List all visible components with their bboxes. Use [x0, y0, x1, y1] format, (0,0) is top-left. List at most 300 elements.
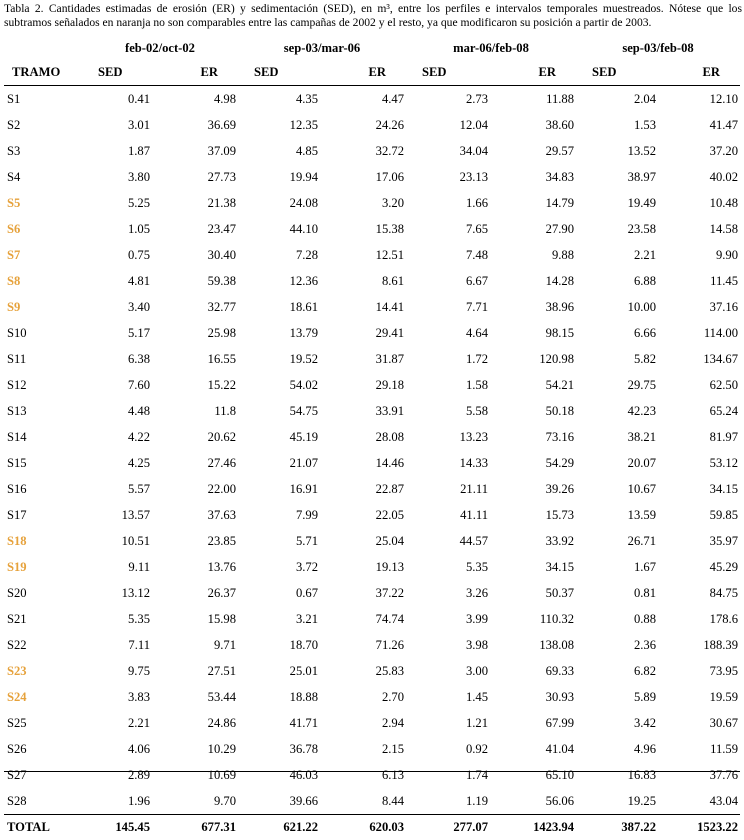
- sed-cell: 10.67: [576, 476, 658, 502]
- er-cell: 17.06: [320, 164, 406, 190]
- tramo-cell: S20: [4, 580, 82, 606]
- er-cell: 30.40: [152, 242, 238, 268]
- table-body: [4, 86, 740, 840]
- table-row: [4, 320, 740, 346]
- er-cell: 25.98: [152, 320, 238, 346]
- tramo-cell: S13: [4, 398, 82, 424]
- er-cell: 15.73: [490, 502, 576, 528]
- total-er-cell: 1523.22: [658, 815, 740, 840]
- er-cell: 23.85: [152, 528, 238, 554]
- sed-cell: 14.33: [406, 450, 490, 476]
- sed-cell: 13.57: [82, 502, 152, 528]
- er-cell: 62.50: [658, 372, 740, 398]
- tramo-cell: S22: [4, 632, 82, 658]
- table-row: [4, 788, 740, 815]
- sed-cell: 3.72: [238, 554, 320, 580]
- er-cell: 2.15: [320, 736, 406, 762]
- sed-cell: 5.35: [82, 606, 152, 632]
- sed-cell: 7.28: [238, 242, 320, 268]
- sed-cell: 4.64: [406, 320, 490, 346]
- sed-cell: 41.11: [406, 502, 490, 528]
- er-cell: 38.60: [490, 112, 576, 138]
- er-cell: 6.13: [320, 762, 406, 788]
- tramo-cell: S26: [4, 736, 82, 762]
- sed-cell: 54.75: [238, 398, 320, 424]
- er-cell: 98.15: [490, 320, 576, 346]
- er-cell: 23.47: [152, 216, 238, 242]
- sed-cell: 1.21: [406, 710, 490, 736]
- sed-cell: 13.23: [406, 424, 490, 450]
- er-cell: 12.10: [658, 86, 740, 113]
- er-cell: 11.8: [152, 398, 238, 424]
- table-row: [4, 606, 740, 632]
- sed-cell: 5.35: [406, 554, 490, 580]
- sed-cell: 3.21: [238, 606, 320, 632]
- sed-cell: 3.83: [82, 684, 152, 710]
- total-sed-cell: 387.22: [576, 815, 658, 840]
- sed-cell: 3.99: [406, 606, 490, 632]
- er-cell: 33.92: [490, 528, 576, 554]
- sed-cell: 6.88: [576, 268, 658, 294]
- sed-cell: 54.02: [238, 372, 320, 398]
- sed-cell: 2.89: [82, 762, 152, 788]
- table-row: [4, 398, 740, 424]
- er-cell: 39.26: [490, 476, 576, 502]
- sed-cell: 23.13: [406, 164, 490, 190]
- er-cell: 45.29: [658, 554, 740, 580]
- sed-cell: 13.52: [576, 138, 658, 164]
- sed-cell: 1.96: [82, 788, 152, 815]
- sed-cell: 25.01: [238, 658, 320, 684]
- sed-cell: 16.83: [576, 762, 658, 788]
- er-cell: 22.05: [320, 502, 406, 528]
- sed-cell: 2.21: [576, 242, 658, 268]
- bottom-rule: [4, 771, 740, 772]
- sed-cell: 4.81: [82, 268, 152, 294]
- tramo-cell: S12: [4, 372, 82, 398]
- er-cell: 37.20: [658, 138, 740, 164]
- sed-cell: 42.23: [576, 398, 658, 424]
- sed-cell: 1.53: [576, 112, 658, 138]
- total-sed-cell: 277.07: [406, 815, 490, 840]
- sed-cell: 1.19: [406, 788, 490, 815]
- tramo-cell: S3: [4, 138, 82, 164]
- sed-cell: 10.51: [82, 528, 152, 554]
- tramo-cell: S9: [4, 294, 82, 320]
- sed-cell: 9.75: [82, 658, 152, 684]
- er-cell: 74.74: [320, 606, 406, 632]
- sed-cell: 3.00: [406, 658, 490, 684]
- sed-cell: 38.21: [576, 424, 658, 450]
- period-header: sep-03/feb-08: [576, 36, 740, 60]
- period-header: mar-06/feb-08: [406, 36, 576, 60]
- er-cell: 33.91: [320, 398, 406, 424]
- er-cell: 71.26: [320, 632, 406, 658]
- sed-cell: 0.75: [82, 242, 152, 268]
- er-cell: 19.59: [658, 684, 740, 710]
- tramo-cell: S4: [4, 164, 82, 190]
- er-cell: 22.87: [320, 476, 406, 502]
- er-cell: 15.98: [152, 606, 238, 632]
- er-cell: 54.29: [490, 450, 576, 476]
- er-cell: 37.16: [658, 294, 740, 320]
- table-row: [4, 450, 740, 476]
- sed-cell: 7.60: [82, 372, 152, 398]
- sed-cell: 6.67: [406, 268, 490, 294]
- sed-cell: 41.71: [238, 710, 320, 736]
- sed-cell: 3.26: [406, 580, 490, 606]
- er-cell: 2.94: [320, 710, 406, 736]
- table-row: [4, 502, 740, 528]
- sed-cell: 1.58: [406, 372, 490, 398]
- table-row: [4, 528, 740, 554]
- er-cell: 32.72: [320, 138, 406, 164]
- er-cell: 27.73: [152, 164, 238, 190]
- sed-cell: 7.48: [406, 242, 490, 268]
- tramo-cell: S10: [4, 320, 82, 346]
- sed-cell: 10.00: [576, 294, 658, 320]
- er-cell: 73.16: [490, 424, 576, 450]
- sed-cell: 39.66: [238, 788, 320, 815]
- er-cell: 4.47: [320, 86, 406, 113]
- er-cell: 188.39: [658, 632, 740, 658]
- sed-cell: 4.22: [82, 424, 152, 450]
- tramo-cell: S14: [4, 424, 82, 450]
- sed-cell: 4.06: [82, 736, 152, 762]
- er-cell: 30.93: [490, 684, 576, 710]
- sed-cell: 5.71: [238, 528, 320, 554]
- table-row: [4, 424, 740, 450]
- er-cell: 32.77: [152, 294, 238, 320]
- sed-cell: 18.61: [238, 294, 320, 320]
- sed-cell: 13.59: [576, 502, 658, 528]
- sed-cell: 2.04: [576, 86, 658, 113]
- er-cell: 14.46: [320, 450, 406, 476]
- er-cell: 36.69: [152, 112, 238, 138]
- er-cell: 34.83: [490, 164, 576, 190]
- total-sed-cell: 621.22: [238, 815, 320, 840]
- sed-cell: 12.35: [238, 112, 320, 138]
- column-header-tramo: TRAMO: [4, 60, 82, 86]
- sed-cell: 3.98: [406, 632, 490, 658]
- sed-cell: 19.52: [238, 346, 320, 372]
- sed-cell: 0.92: [406, 736, 490, 762]
- er-cell: 28.08: [320, 424, 406, 450]
- er-cell: 9.70: [152, 788, 238, 815]
- er-cell: 178.6: [658, 606, 740, 632]
- er-cell: 110.32: [490, 606, 576, 632]
- sed-cell: 44.10: [238, 216, 320, 242]
- sed-cell: 13.79: [238, 320, 320, 346]
- er-cell: 37.09: [152, 138, 238, 164]
- er-cell: 41.47: [658, 112, 740, 138]
- er-cell: 114.00: [658, 320, 740, 346]
- table-row: [4, 242, 740, 268]
- er-cell: 11.45: [658, 268, 740, 294]
- er-cell: 14.28: [490, 268, 576, 294]
- sed-cell: 1.05: [82, 216, 152, 242]
- sed-cell: 1.87: [82, 138, 152, 164]
- er-cell: 19.13: [320, 554, 406, 580]
- er-cell: 31.87: [320, 346, 406, 372]
- sed-cell: 3.42: [576, 710, 658, 736]
- sed-cell: 5.82: [576, 346, 658, 372]
- tramo-cell: S18: [4, 528, 82, 554]
- er-cell: 27.51: [152, 658, 238, 684]
- sed-cell: 6.82: [576, 658, 658, 684]
- sed-cell: 5.89: [576, 684, 658, 710]
- total-sed-cell: 145.45: [82, 815, 152, 840]
- er-cell: 27.90: [490, 216, 576, 242]
- tramo-cell: S1: [4, 86, 82, 113]
- sed-cell: 19.49: [576, 190, 658, 216]
- er-cell: 20.62: [152, 424, 238, 450]
- sed-cell: 9.11: [82, 554, 152, 580]
- table-row: [4, 632, 740, 658]
- er-cell: 69.33: [490, 658, 576, 684]
- sed-cell: 44.57: [406, 528, 490, 554]
- period-header: sep-03/mar-06: [238, 36, 406, 60]
- period-header-blank: [4, 36, 82, 60]
- er-cell: 29.41: [320, 320, 406, 346]
- er-cell: 53.12: [658, 450, 740, 476]
- table-row: [4, 346, 740, 372]
- sed-cell: 29.75: [576, 372, 658, 398]
- table-row: [4, 684, 740, 710]
- er-cell: 50.37: [490, 580, 576, 606]
- er-cell: 10.69: [152, 762, 238, 788]
- er-cell: 16.55: [152, 346, 238, 372]
- table-row: [4, 554, 740, 580]
- er-cell: 65.10: [490, 762, 576, 788]
- sed-cell: 3.40: [82, 294, 152, 320]
- er-cell: 12.51: [320, 242, 406, 268]
- er-cell: 3.20: [320, 190, 406, 216]
- er-cell: 29.18: [320, 372, 406, 398]
- er-cell: 84.75: [658, 580, 740, 606]
- sed-cell: 36.78: [238, 736, 320, 762]
- sed-cell: 13.12: [82, 580, 152, 606]
- er-cell: 120.98: [490, 346, 576, 372]
- tramo-cell: S6: [4, 216, 82, 242]
- tramo-cell: S7: [4, 242, 82, 268]
- sed-cell: 5.17: [82, 320, 152, 346]
- table-row: [4, 112, 740, 138]
- sed-cell: 20.07: [576, 450, 658, 476]
- sed-cell: 3.01: [82, 112, 152, 138]
- er-cell: 26.37: [152, 580, 238, 606]
- table-row: [4, 216, 740, 242]
- er-cell: 29.57: [490, 138, 576, 164]
- er-cell: 10.48: [658, 190, 740, 216]
- sed-cell: 26.71: [576, 528, 658, 554]
- er-cell: 27.46: [152, 450, 238, 476]
- sed-cell: 0.81: [576, 580, 658, 606]
- column-header-er: ER: [152, 60, 238, 86]
- sed-cell: 5.58: [406, 398, 490, 424]
- er-cell: 38.96: [490, 294, 576, 320]
- er-cell: 81.97: [658, 424, 740, 450]
- column-header-er: ER: [490, 60, 576, 86]
- period-header-row: [4, 36, 740, 60]
- tramo-cell: S24: [4, 684, 82, 710]
- table-row: [4, 86, 740, 113]
- table-row: [4, 268, 740, 294]
- sed-cell: 7.99: [238, 502, 320, 528]
- er-cell: 59.85: [658, 502, 740, 528]
- column-header-sed: SED: [406, 60, 490, 86]
- sed-cell: 4.25: [82, 450, 152, 476]
- sed-cell: 7.11: [82, 632, 152, 658]
- sed-cell: 0.41: [82, 86, 152, 113]
- er-cell: 14.79: [490, 190, 576, 216]
- sed-cell: 1.45: [406, 684, 490, 710]
- column-header-er: ER: [320, 60, 406, 86]
- table-row: [4, 580, 740, 606]
- er-cell: 50.18: [490, 398, 576, 424]
- sed-cell: 1.74: [406, 762, 490, 788]
- tramo-cell: S19: [4, 554, 82, 580]
- sed-cell: 21.07: [238, 450, 320, 476]
- er-cell: 8.61: [320, 268, 406, 294]
- er-cell: 41.04: [490, 736, 576, 762]
- tramo-cell: S16: [4, 476, 82, 502]
- sed-cell: 21.11: [406, 476, 490, 502]
- sed-cell: 4.48: [82, 398, 152, 424]
- table-row: [4, 190, 740, 216]
- er-cell: 9.71: [152, 632, 238, 658]
- total-er-cell: 620.03: [320, 815, 406, 840]
- sed-cell: 1.66: [406, 190, 490, 216]
- sed-cell: 19.25: [576, 788, 658, 815]
- column-header-row: [4, 60, 740, 86]
- tramo-cell: S21: [4, 606, 82, 632]
- sed-cell: 12.04: [406, 112, 490, 138]
- sed-cell: 2.36: [576, 632, 658, 658]
- er-cell: 40.02: [658, 164, 740, 190]
- table-caption: Tabla 2. Cantidades estimadas de erosión (ER) y sedimentación (SED), en m³, entre los perfiles e intervalos temporales muestreados. Nótese que los subtramos señalados en naranja no son comparables entre las campañas de 2002 y el resto, ya que modificaron su posición a partir de 2003.: [4, 2, 742, 30]
- sed-cell: 24.08: [238, 190, 320, 216]
- total-er-cell: 1423.94: [490, 815, 576, 840]
- er-cell: 15.22: [152, 372, 238, 398]
- data-table: [4, 36, 740, 840]
- er-cell: 73.95: [658, 658, 740, 684]
- er-cell: 11.88: [490, 86, 576, 113]
- er-cell: 9.88: [490, 242, 576, 268]
- table-row: [4, 658, 740, 684]
- sed-cell: 16.91: [238, 476, 320, 502]
- er-cell: 59.38: [152, 268, 238, 294]
- er-cell: 37.63: [152, 502, 238, 528]
- tramo-cell: S11: [4, 346, 82, 372]
- table-row: [4, 710, 740, 736]
- sed-cell: 18.88: [238, 684, 320, 710]
- er-cell: 134.67: [658, 346, 740, 372]
- tramo-cell: S15: [4, 450, 82, 476]
- sed-cell: 38.97: [576, 164, 658, 190]
- sed-cell: 45.19: [238, 424, 320, 450]
- sed-cell: 1.72: [406, 346, 490, 372]
- er-cell: 67.99: [490, 710, 576, 736]
- er-cell: 25.04: [320, 528, 406, 554]
- er-cell: 14.41: [320, 294, 406, 320]
- er-cell: 9.90: [658, 242, 740, 268]
- tramo-cell: S25: [4, 710, 82, 736]
- er-cell: 14.58: [658, 216, 740, 242]
- sed-cell: 34.04: [406, 138, 490, 164]
- er-cell: 10.29: [152, 736, 238, 762]
- total-label: TOTAL: [4, 815, 82, 840]
- period-header: feb-02/oct-02: [82, 36, 238, 60]
- er-cell: 8.44: [320, 788, 406, 815]
- er-cell: 24.86: [152, 710, 238, 736]
- sed-cell: 12.36: [238, 268, 320, 294]
- table-row: [4, 164, 740, 190]
- sed-cell: 6.38: [82, 346, 152, 372]
- sed-cell: 0.88: [576, 606, 658, 632]
- tramo-cell: S8: [4, 268, 82, 294]
- er-cell: 22.00: [152, 476, 238, 502]
- er-cell: 4.98: [152, 86, 238, 113]
- er-cell: 54.21: [490, 372, 576, 398]
- total-row: [4, 815, 740, 840]
- sed-cell: 4.96: [576, 736, 658, 762]
- tramo-cell: S28: [4, 788, 82, 815]
- tramo-cell: S27: [4, 762, 82, 788]
- er-cell: 43.04: [658, 788, 740, 815]
- er-cell: 34.15: [658, 476, 740, 502]
- column-header-sed: SED: [238, 60, 320, 86]
- sed-cell: 19.94: [238, 164, 320, 190]
- er-cell: 15.38: [320, 216, 406, 242]
- sed-cell: 5.25: [82, 190, 152, 216]
- table-row: [4, 294, 740, 320]
- table-row: [4, 372, 740, 398]
- er-cell: 11.59: [658, 736, 740, 762]
- sed-cell: 23.58: [576, 216, 658, 242]
- er-cell: 53.44: [152, 684, 238, 710]
- table-row: [4, 736, 740, 762]
- sed-cell: 0.67: [238, 580, 320, 606]
- er-cell: 30.67: [658, 710, 740, 736]
- er-cell: 24.26: [320, 112, 406, 138]
- sed-cell: 4.35: [238, 86, 320, 113]
- er-cell: 21.38: [152, 190, 238, 216]
- sed-cell: 3.80: [82, 164, 152, 190]
- sed-cell: 5.57: [82, 476, 152, 502]
- sed-cell: 2.73: [406, 86, 490, 113]
- er-cell: 13.76: [152, 554, 238, 580]
- sed-cell: 1.67: [576, 554, 658, 580]
- er-cell: 138.08: [490, 632, 576, 658]
- sed-cell: 2.21: [82, 710, 152, 736]
- total-er-cell: 677.31: [152, 815, 238, 840]
- tramo-cell: S23: [4, 658, 82, 684]
- er-cell: 65.24: [658, 398, 740, 424]
- er-cell: 37.22: [320, 580, 406, 606]
- column-header-sed: SED: [82, 60, 152, 86]
- er-cell: 35.97: [658, 528, 740, 554]
- tramo-cell: S2: [4, 112, 82, 138]
- sed-cell: 4.85: [238, 138, 320, 164]
- er-cell: 2.70: [320, 684, 406, 710]
- table-row: [4, 476, 740, 502]
- column-header-sed: SED: [576, 60, 658, 86]
- sed-cell: 18.70: [238, 632, 320, 658]
- sed-cell: 7.65: [406, 216, 490, 242]
- sed-cell: 7.71: [406, 294, 490, 320]
- er-cell: 37.76: [658, 762, 740, 788]
